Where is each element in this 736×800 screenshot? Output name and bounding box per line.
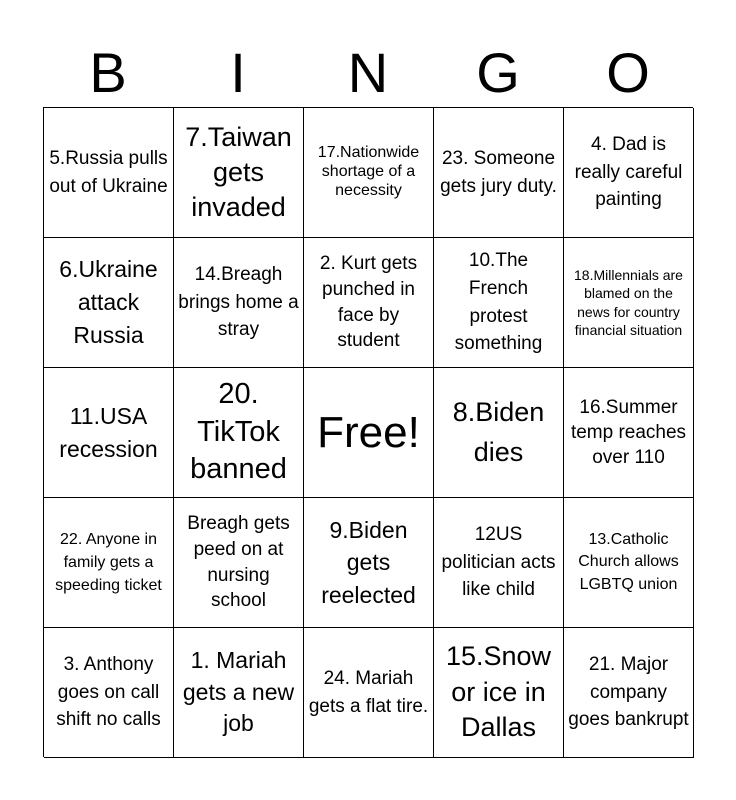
bingo-cell[interactable] xyxy=(434,628,564,758)
bingo-cell[interactable] xyxy=(564,108,694,238)
cell-text: 17.Nationwide shortage of a necessity xyxy=(317,144,420,199)
header-letter-o: O xyxy=(606,41,650,104)
cell-text: 3. Anthony goes on call shift no calls xyxy=(56,654,161,731)
cell-text: 6.Ukraine attack Russia xyxy=(59,256,158,348)
bingo-card-grid xyxy=(43,107,693,757)
cell-text: 21. Major company goes bankrupt xyxy=(568,654,689,731)
bingo-cell[interactable] xyxy=(564,628,694,758)
cell-text: 11.USA recession xyxy=(59,402,158,462)
cell-text: 2. Kurt gets punched in face by student xyxy=(319,252,418,352)
bingo-cell[interactable] xyxy=(44,498,174,628)
bingo-cell[interactable] xyxy=(174,498,304,628)
bingo-cell[interactable] xyxy=(174,238,304,368)
cell-text: 9.Biden gets reelected xyxy=(321,517,416,608)
cell-text: 13.Catholic Church allows LGBTQ union xyxy=(578,530,679,593)
free-space-text: Free! xyxy=(317,407,420,457)
header-letter-g: G xyxy=(476,41,520,104)
cell-text: 18.Millennials are blamed on the news for country financial situation xyxy=(574,267,683,338)
cell-text: Breagh gets peed on at nursing school xyxy=(187,513,290,612)
cell-text: 1. Mariah gets a new job xyxy=(182,646,295,737)
bingo-cell[interactable] xyxy=(44,628,174,758)
cell-text: 20. TikTok banned xyxy=(190,377,287,486)
bingo-cell[interactable] xyxy=(174,628,304,758)
bingo-cell[interactable] xyxy=(304,498,434,628)
bingo-cell[interactable] xyxy=(304,108,434,238)
header-letter-n: N xyxy=(347,41,389,104)
header-letter-b: B xyxy=(89,41,127,104)
bingo-cell[interactable] xyxy=(44,368,174,498)
bingo-header xyxy=(43,40,693,106)
free-space-cell[interactable] xyxy=(304,368,434,498)
header-letter-i: I xyxy=(230,41,246,104)
bingo-cell[interactable] xyxy=(304,628,434,758)
cell-text: 14.Breagh brings home a stray xyxy=(178,264,299,341)
cell-text: 8.Biden dies xyxy=(452,397,545,467)
cell-text: 22. Anyone in family gets a speeding ticket xyxy=(55,530,162,595)
cell-text: 16.Summer temp reaches over 110 xyxy=(570,396,687,469)
cell-text: 7.Taiwan gets invaded xyxy=(185,121,292,223)
bingo-cell[interactable] xyxy=(434,368,564,498)
bingo-cell[interactable] xyxy=(564,498,694,628)
bingo-cell[interactable] xyxy=(434,498,564,628)
cell-text: 12US politician acts like child xyxy=(441,524,556,601)
cell-text: 10.The French protest something xyxy=(454,250,543,355)
bingo-cell[interactable] xyxy=(44,108,174,238)
bingo-cell[interactable] xyxy=(564,238,694,368)
bingo-cell[interactable] xyxy=(174,108,304,238)
bingo-cell[interactable] xyxy=(174,368,304,498)
cell-text: 24. Mariah gets a flat tire. xyxy=(308,667,429,717)
cell-text: 4. Dad is really careful painting xyxy=(574,134,683,211)
bingo-cell[interactable] xyxy=(434,108,564,238)
bingo-cell[interactable] xyxy=(434,238,564,368)
bingo-cell[interactable] xyxy=(304,238,434,368)
bingo-cell[interactable] xyxy=(44,238,174,368)
cell-text: 23. Someone gets jury duty. xyxy=(440,147,557,197)
cell-text: 15.Snow or ice in Dallas xyxy=(445,641,552,743)
bingo-cell[interactable] xyxy=(564,368,694,498)
cell-text: 5.Russia pulls out of Ukraine xyxy=(49,147,168,197)
